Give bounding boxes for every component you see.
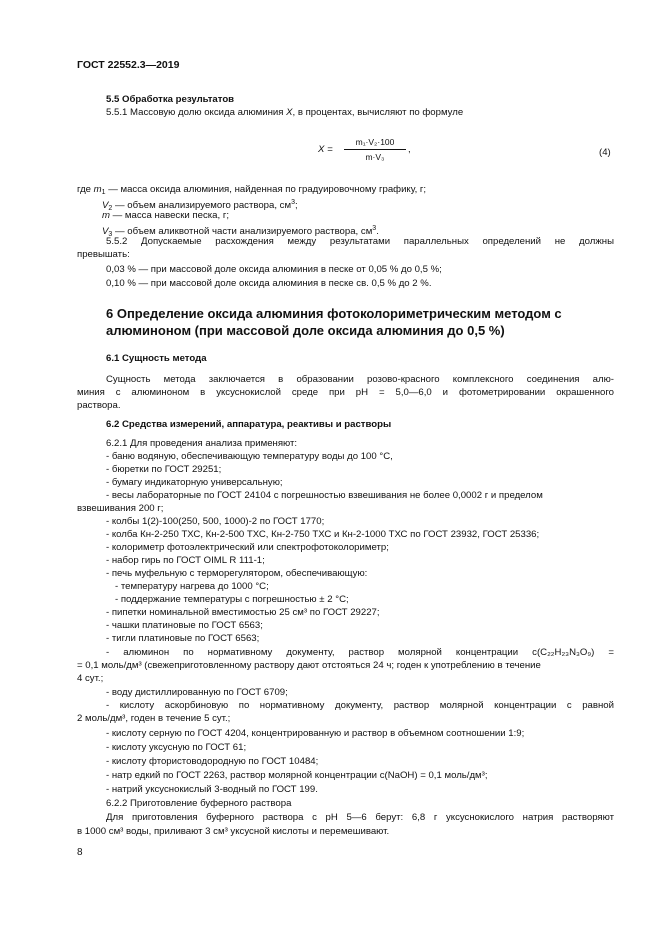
list-item: - бумагу индикаторную универсальную; [106, 477, 283, 488]
formula-numerator: m₁·V₂·100 [355, 137, 395, 147]
list-item: - колбы 1(2)-100(250, 500, 1000)-2 по ГОСТ 1770; [106, 516, 325, 527]
list-item-cont: = 0,1 моль/дм³ (свежеприготовленному раствору дают отстояться 24 ч; годен к употреблению в течение [77, 660, 541, 671]
list-subitem: - поддержание температуры с погрешностью ± 2 °С; [115, 594, 349, 605]
list-subitem: - температуру нагрева до 1000 °С; [115, 581, 269, 592]
list-item: - кислоту фтористоводородную по ГОСТ 10484; [106, 756, 319, 767]
list-item: - натрий уксуснокислый 3-водный по ГОСТ 199. [106, 784, 318, 795]
formula-lhs: X = [318, 144, 333, 155]
section-6-title-2: алюминоном (при массовой доле оксида алюминия до 0,5 %) [106, 323, 505, 338]
list-item: - бюретки по ГОСТ 29251; [106, 464, 222, 475]
list-item: - колориметр фотоэлектрический или спектрофотоколориметр; [106, 542, 389, 553]
list-item: - кислоту уксусную по ГОСТ 61; [106, 742, 247, 753]
list-item: - набор гирь по ГОСТ OIML R 111-1; [106, 555, 265, 566]
list-item-cont: 4 сут.; [77, 673, 104, 684]
document-code-header: ГОСТ 22552.3—2019 [77, 59, 180, 71]
page-number: 8 [77, 847, 83, 858]
list-item: - тигли платиновые по ГОСТ 6563; [106, 633, 260, 644]
where-line-3: m — масса навески песка, г; [102, 210, 229, 221]
list-item: - колба Кн-2-250 ТХС, Кн-2-500 ТХС, Кн-2-750 ТХС и Кн-2-1000 ТХС по ГОСТ 23932, ГОСТ 25336; [106, 529, 540, 540]
paragraph-5-5-1: 5.5.1 Массовую долю оксида алюминия X, в процентах, вычисляют по формуле [106, 107, 464, 118]
paragraph-5-5-2-cont: превышать: [77, 249, 130, 260]
paragraph-6-2-2: 6.2.2 Приготовление буферного раствора [106, 798, 292, 809]
paragraph-5-5-2: 5.5.2 Допускаемые расхождения между результатами параллельных определений не должны [106, 236, 614, 247]
buffer-line-2: в 1000 см³ воды, приливают 3 см³ уксусной кислоты и перемешивают. [77, 826, 390, 837]
where-line-4: $V_3$ — объем аликвотной части анализируемого раствора, $см^3$. [102, 225, 379, 238]
buffer-line-1: Для приготовления буферного раствора с рН 5—6 берут: 6,8 г уксуснокислого натрия растворяют [106, 812, 614, 823]
formula-4: X = m₁·V₂·100 m·V₃ , [318, 137, 411, 162]
section-6-1-line-1: Сущность метода заключается в образовании розово-красного комплексного соединения алю- [106, 374, 614, 385]
list-item: - пипетки номинальной вместимостью 25 см³ по ГОСТ 29227; [106, 607, 380, 618]
list-item: - кислоту аскорбиновую по нормативному документу, раствор молярной концентрации с равной [106, 700, 614, 711]
list-item: - натр едкий по ГОСТ 2263, раствор молярной концентрации с(NaOH) = 0,1 моль/дм³; [106, 770, 488, 781]
list-item: - баню водяную, обеспечивающую температуру воды до 100 °С, [106, 451, 393, 462]
formula-denominator: m·V₃ [365, 152, 385, 162]
list-item: - кислоту серную по ГОСТ 4204, концентрированную и раствор в объемном соотношении 1:9; [106, 728, 525, 739]
list-item: - воду дистиллированную по ГОСТ 6709; [106, 687, 288, 698]
list-item: - печь муфельную с терморегулятором, обеспечивающую: [106, 568, 368, 579]
tolerance-2: 0,10 % — при массовой доле оксида алюминия в песке св. 0,5 % до 2 %. [106, 278, 432, 289]
list-item: - алюминон по нормативному документу, раствор молярной концентрации с(C₂₂H₂₃N₃O₉) = [106, 647, 614, 658]
section-6-1-line-3: раствора. [77, 400, 121, 411]
tolerance-1: 0,03 % — при массовой доле оксида алюминия в песке от 0,05 % до 0,5 %; [106, 264, 442, 275]
where-line-2: $V_2$ — объем анализируемого раствора, $см^3$; [102, 199, 298, 212]
equation-number: (4) [599, 147, 611, 158]
section-5-5-title: 5.5 Обработка результатов [106, 94, 235, 105]
list-item-cont: 2 моль/дм³, годен в течение 5 сут.; [77, 713, 231, 724]
section-6-1-title: 6.1 Сущность метода [106, 353, 207, 364]
paragraph-6-2-1: 6.2.1 Для проведения анализа применяют: [106, 438, 298, 449]
section-6-title-1: 6 Определение оксида алюминия фотоколориметрическим методом с [106, 306, 562, 321]
list-item: - весы лабораторные по ГОСТ 24104 с погрешностью взвешивания не более 0,0002 г и пределом [106, 490, 543, 501]
section-6-1-line-2: миния с алюминоном в уксуснокислой среде при рН = 5,0—6,0 и фотометрировании окрашенного [77, 387, 614, 398]
section-6-2-title: 6.2 Средства измерений, аппаратура, реактивы и растворы [106, 419, 392, 430]
where-line-1: где $m_1$ — масса оксида алюминия, найденная по градуировочному графику, г; [77, 184, 427, 196]
list-item: взвешивания 200 г; [77, 503, 164, 514]
list-item: - чашки платиновые по ГОСТ 6563; [106, 620, 263, 631]
formula-fraction [344, 136, 406, 163]
